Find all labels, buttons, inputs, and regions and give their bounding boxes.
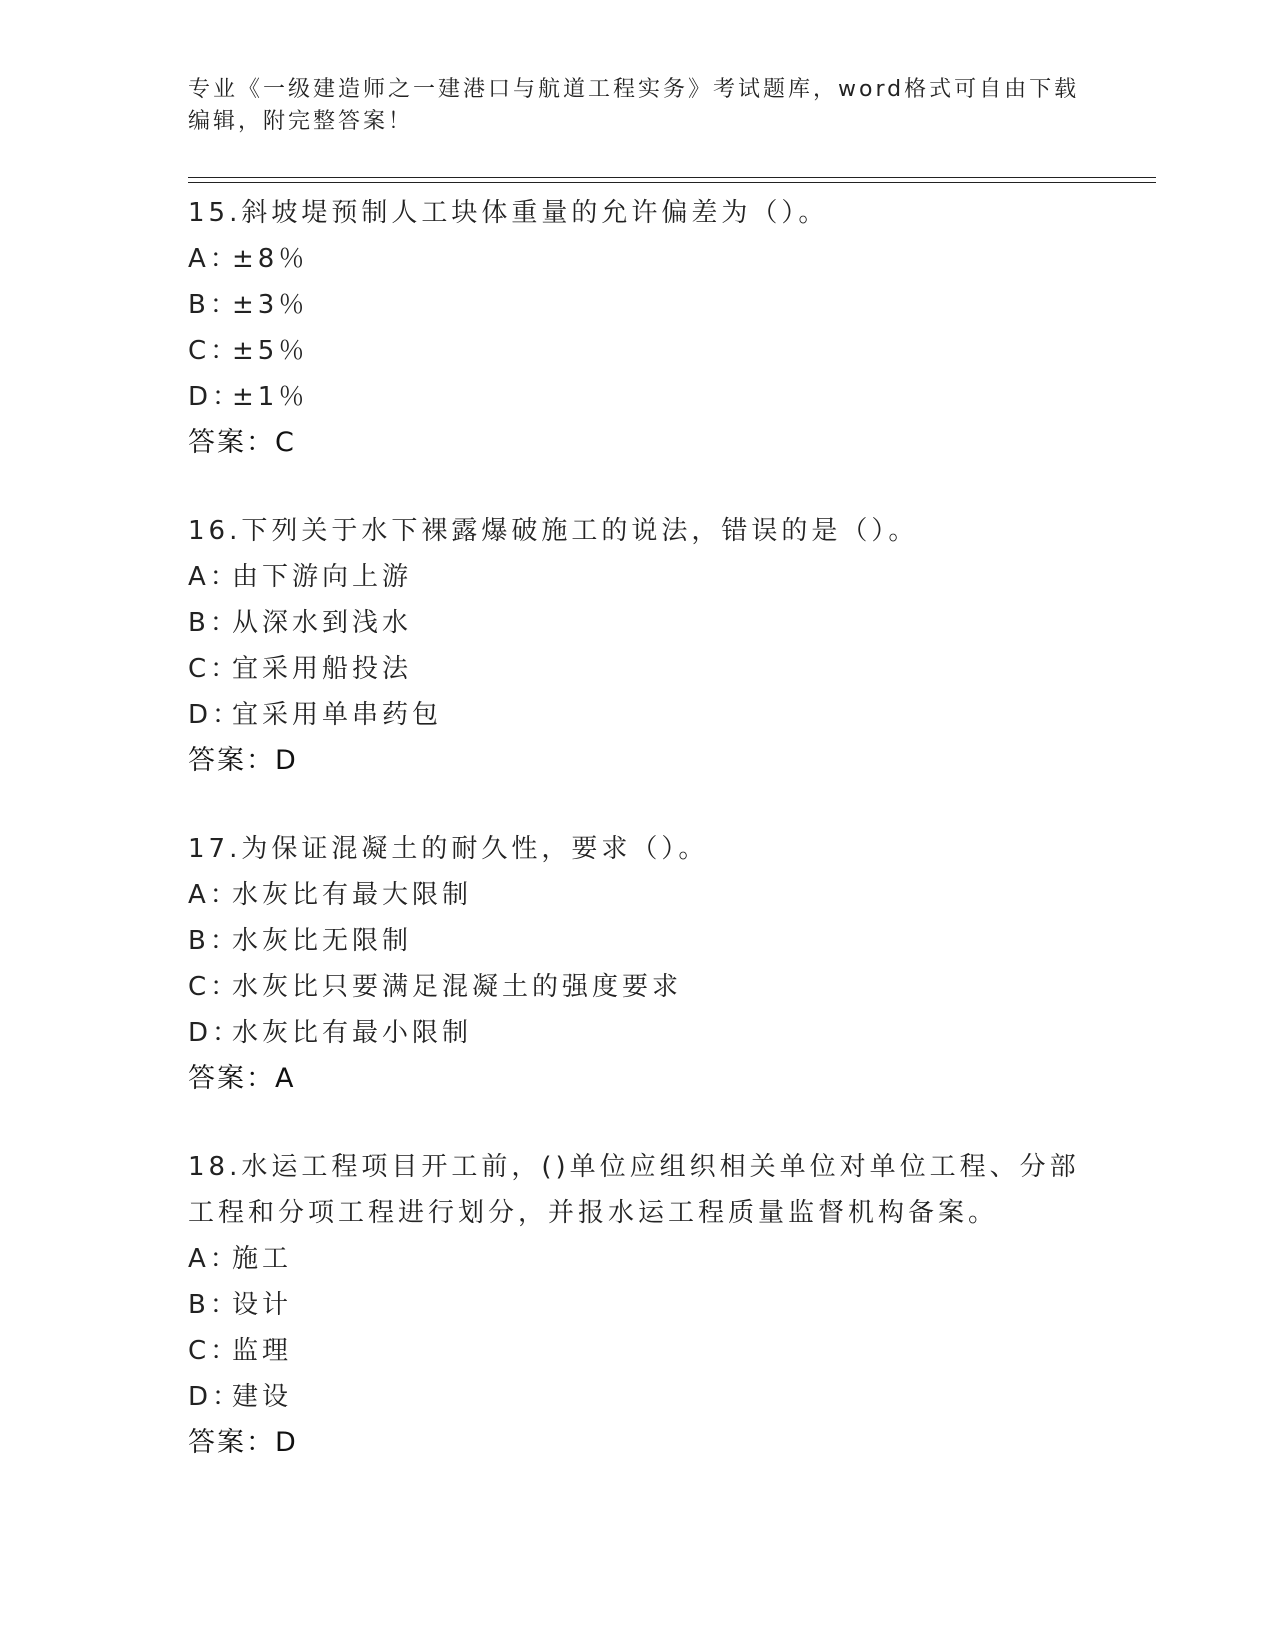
option-a [188, 236, 1088, 282]
question-18 [188, 1144, 1088, 1466]
answer-label: 答案： [188, 427, 275, 458]
option-c [188, 1328, 1088, 1374]
option-text: 水灰比有最大限制 [232, 880, 473, 910]
option-d [188, 374, 1088, 420]
question-stem: 17.为保证混凝土的耐久性，要求（）。 [188, 834, 709, 864]
option-key: B： [188, 290, 240, 320]
option-key: A： [188, 244, 240, 274]
option-text: ±1％ [232, 382, 309, 412]
question-17 [188, 826, 1088, 1102]
option-text: 从深水到浅水 [232, 608, 413, 638]
option-key: C： [188, 972, 241, 1002]
option-key: A： [188, 562, 240, 592]
option-key: D： [188, 700, 243, 730]
option-a [188, 872, 1088, 918]
option-key: B： [188, 608, 240, 638]
option-c [188, 328, 1088, 374]
option-key: D： [188, 1018, 243, 1048]
option-key: D： [188, 1382, 243, 1412]
answer-label: 答案： [188, 1063, 275, 1094]
option-d [188, 692, 1088, 738]
option-text: 宜采用单串药包 [232, 700, 443, 730]
option-text: ±3％ [232, 290, 309, 320]
answer-value: D [275, 1427, 298, 1458]
option-key: C： [188, 1336, 241, 1366]
question-list [188, 190, 1088, 1508]
answer-value: D [275, 745, 298, 776]
option-b [188, 918, 1088, 964]
option-key: C： [188, 654, 241, 684]
option-text: ±8％ [232, 244, 309, 274]
option-text: 设计 [232, 1290, 293, 1320]
answer-line [188, 1056, 1088, 1102]
answer-label: 答案： [188, 745, 275, 776]
answer-line [188, 1420, 1088, 1466]
question-16 [188, 508, 1088, 784]
option-text: 水灰比只要满足混凝土的强度要求 [232, 972, 683, 1002]
document-header: 专业《一级建造师之一建港口与航道工程实务》考试题库，word格式可自由下载编辑，附完整答案！ [188, 77, 1080, 134]
option-b [188, 1282, 1088, 1328]
question-15 [188, 190, 1088, 466]
header-divider-bottom [188, 182, 1156, 183]
option-a [188, 554, 1088, 600]
answer-value: C [275, 427, 296, 458]
option-key: B： [188, 1290, 240, 1320]
option-d [188, 1010, 1088, 1056]
answer-value: A [275, 1063, 296, 1094]
question-stem: 18.水运工程项目开工前，()单位应组织相关单位对单位工程、分部工程和分项工程进行划分，并报水运工程质量监督机构备案。 [188, 1152, 1080, 1228]
header-divider-top [188, 177, 1156, 178]
option-b [188, 600, 1088, 646]
answer-line [188, 738, 1088, 784]
option-key: B： [188, 926, 240, 956]
option-key: A： [188, 1244, 240, 1274]
option-key: D： [188, 382, 243, 412]
option-c [188, 964, 1088, 1010]
option-key: A： [188, 880, 240, 910]
option-text: 监理 [232, 1336, 293, 1366]
option-c [188, 646, 1088, 692]
option-text: ±5％ [232, 336, 309, 366]
question-stem: 16.下列关于水下裸露爆破施工的说法，错误的是（）。 [188, 516, 919, 546]
option-text: 宜采用船投法 [232, 654, 413, 684]
option-text: 建设 [232, 1382, 293, 1412]
option-text: 施工 [232, 1244, 293, 1274]
answer-label: 答案： [188, 1427, 275, 1458]
option-d [188, 1374, 1088, 1420]
option-a [188, 1236, 1088, 1282]
answer-line [188, 420, 1088, 466]
option-b [188, 282, 1088, 328]
option-text: 水灰比无限制 [232, 926, 413, 956]
option-key: C： [188, 336, 241, 366]
option-text: 水灰比有最小限制 [232, 1018, 473, 1048]
question-stem: 15.斜坡堤预制人工块体重量的允许偏差为（）。 [188, 198, 829, 228]
option-text: 由下游向上游 [232, 562, 413, 592]
